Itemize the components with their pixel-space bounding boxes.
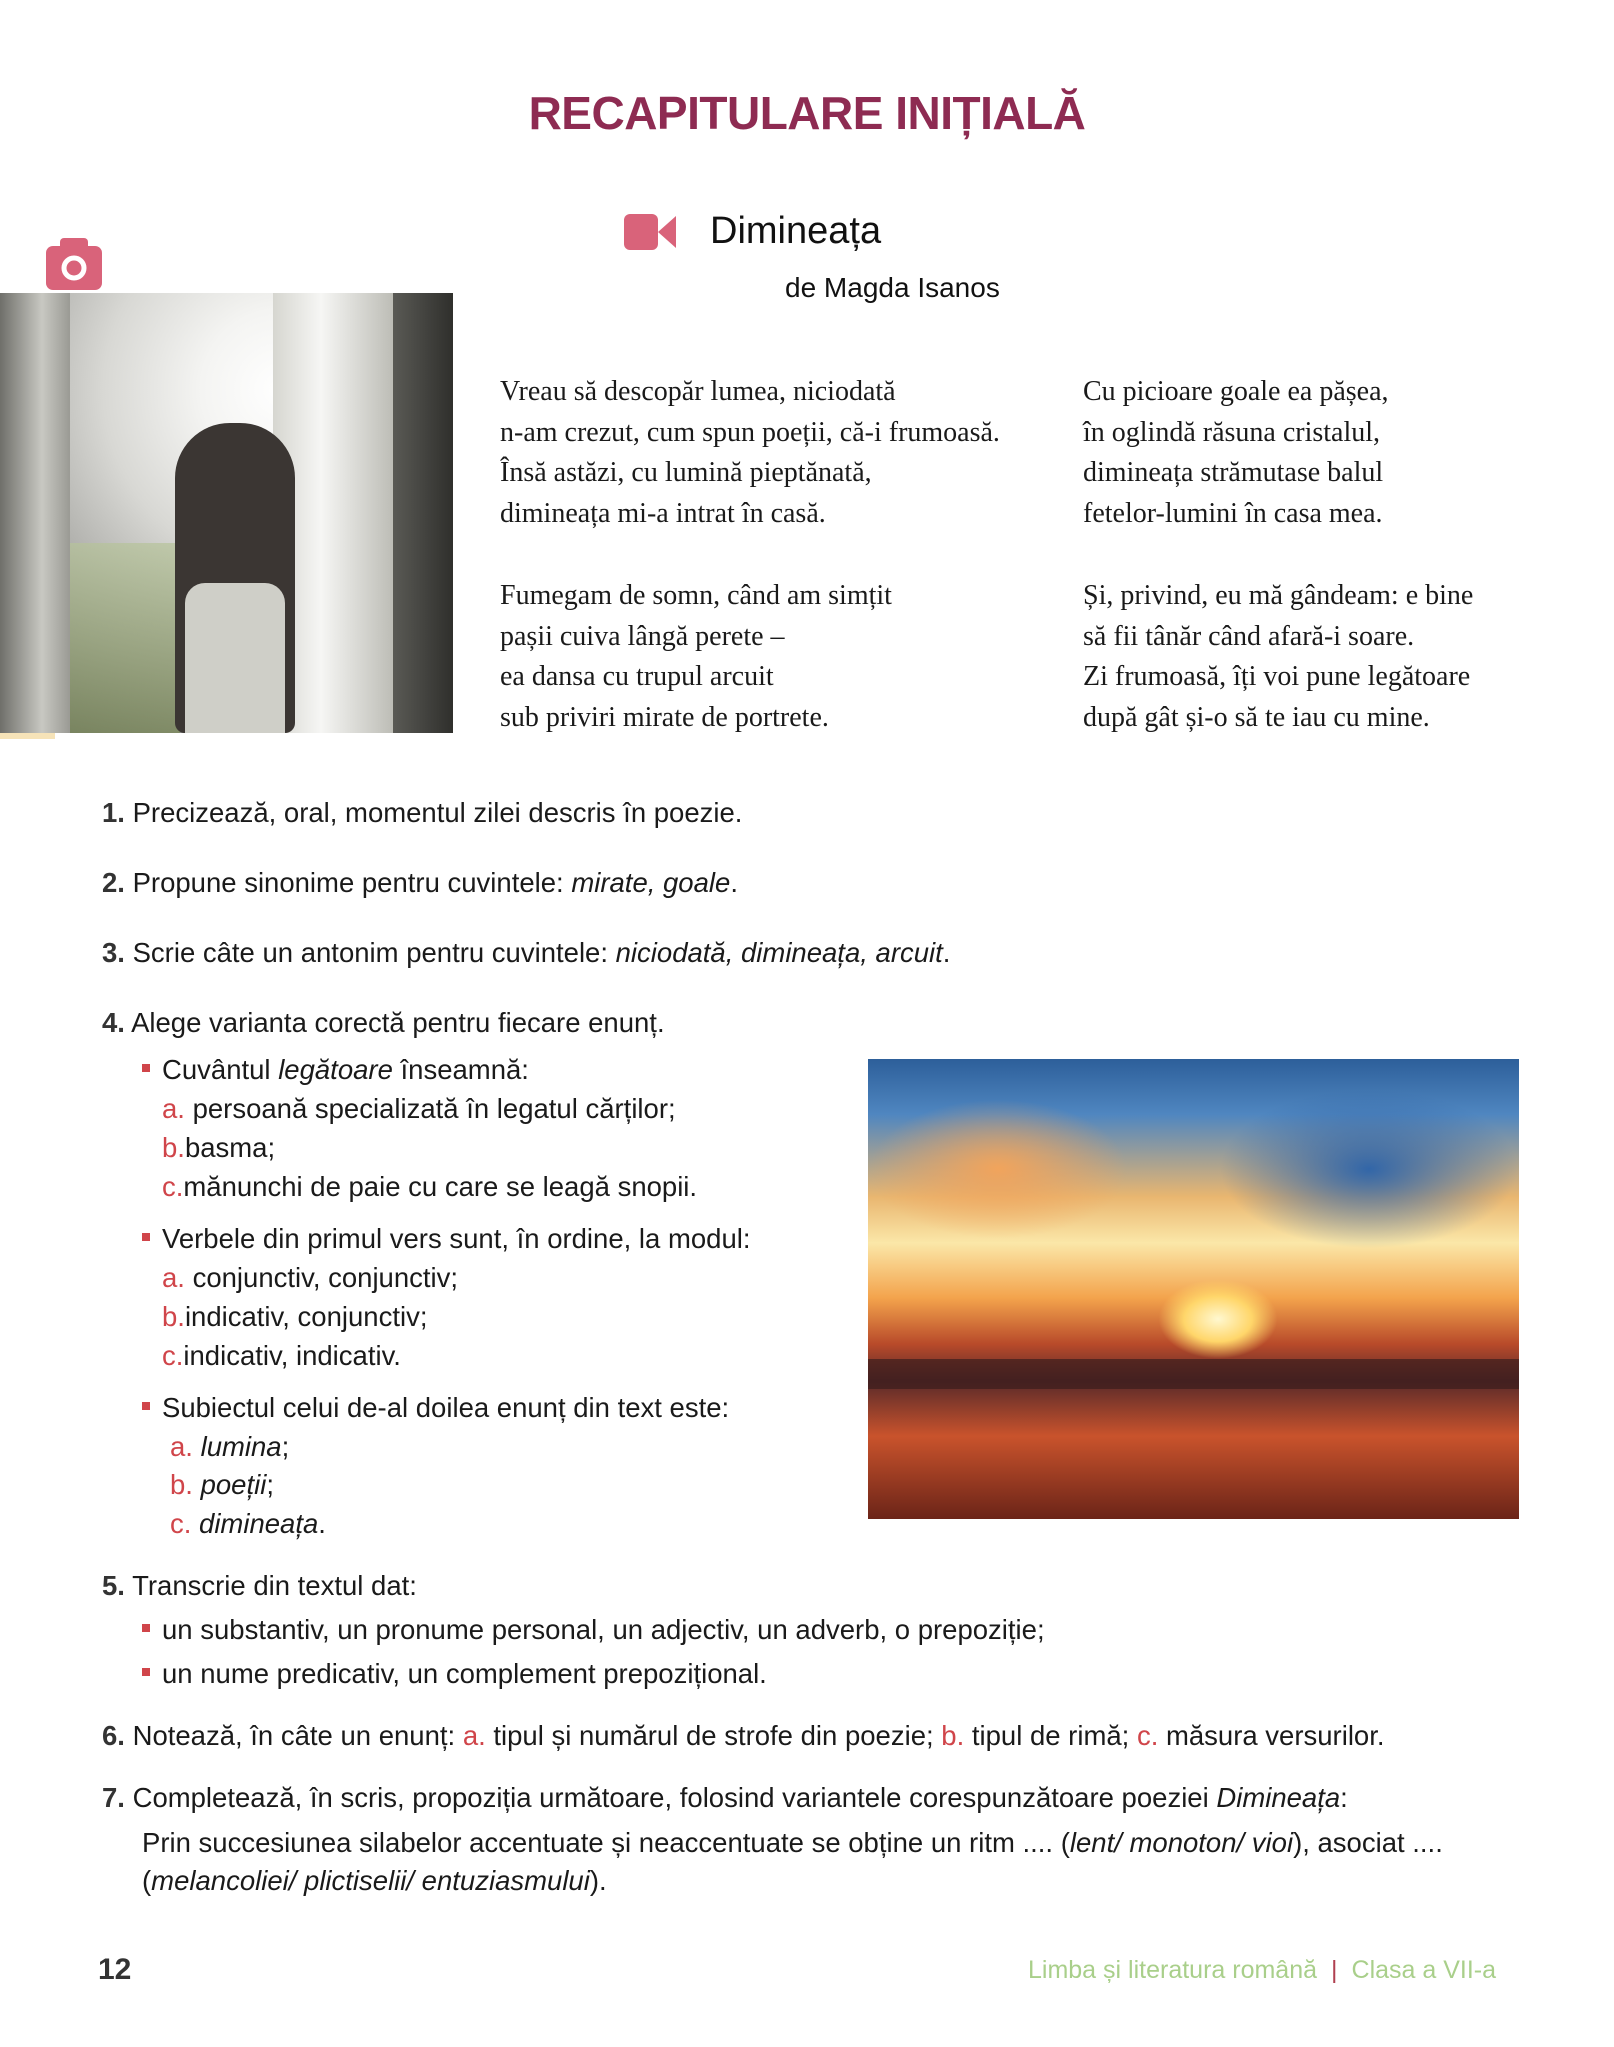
question-number: 1. xyxy=(102,797,125,828)
question-6 xyxy=(102,1720,1385,1752)
option-label: c. xyxy=(170,1508,192,1539)
option-a xyxy=(162,1262,458,1294)
question-number: 4. xyxy=(102,1007,125,1038)
text: ). xyxy=(589,1865,607,1896)
bullet-text: înseamnă: xyxy=(392,1054,529,1085)
option-label: c. xyxy=(162,1171,184,1202)
question-number: 5. xyxy=(102,1570,125,1601)
options-italic: lent/ monoton/ vioi xyxy=(1069,1827,1294,1858)
option-label: b. xyxy=(162,1132,185,1163)
poem-stanza-4 xyxy=(1083,576,1473,739)
question-number: 2. xyxy=(102,867,125,898)
question-7-line-3 xyxy=(142,1865,607,1897)
question-italic: Dimineața xyxy=(1216,1782,1341,1813)
sunset-painting xyxy=(868,1059,1519,1519)
option-text: basma; xyxy=(184,1132,276,1163)
bullet-text: Cuvântul xyxy=(162,1054,279,1085)
question-3 xyxy=(102,937,950,969)
woman-at-window-photo xyxy=(0,293,453,733)
option-text: indicativ, indicativ. xyxy=(183,1340,401,1371)
verse: dimineața strămutase balul xyxy=(1083,457,1384,489)
verse: pașii cuiva lângă perete – xyxy=(500,620,785,652)
poem-author: de Magda Isanos xyxy=(785,272,1000,303)
q5-bullet-1 xyxy=(142,1614,1045,1646)
bullet-text: un substantiv, un pronume personal, un adjectiv, un adverb, o prepoziție; xyxy=(162,1614,1045,1645)
bullet-text: Subiectul celui de-al doilea enunț din text este: xyxy=(162,1392,730,1423)
question-text: Propune sinonime pentru cuvintele: xyxy=(132,867,572,898)
question-2 xyxy=(102,867,738,899)
decorative-strip xyxy=(0,733,55,739)
question-text: Precizează, oral, momentul zilei descris în poezie. xyxy=(132,797,743,828)
bullet-icon xyxy=(142,1233,150,1241)
footer-book-info xyxy=(1028,1956,1496,1985)
option-text: dimineața xyxy=(199,1508,319,1539)
bullet-icon xyxy=(142,1402,150,1410)
option-label: b. xyxy=(162,1301,185,1332)
verse: sub priviri mirate de portrete. xyxy=(500,702,829,734)
punct: : xyxy=(1340,1782,1348,1813)
q5-bullet-2 xyxy=(142,1658,767,1690)
poem-stanza-2 xyxy=(500,576,892,739)
poem-stanza-1 xyxy=(500,372,1000,535)
question-italic: niciodată, dimineața, arcuit xyxy=(615,937,943,968)
option-label: c. xyxy=(162,1340,184,1371)
question-text: Alege varianta corectă pentru fiecare enunț. xyxy=(131,1007,665,1038)
option-b xyxy=(162,1132,275,1164)
q4-bullet-3 xyxy=(142,1392,729,1424)
verse: Însă astăzi, cu lumină pieptănată, xyxy=(500,457,872,489)
option-label: a. xyxy=(170,1431,193,1462)
bullet-icon xyxy=(142,1668,150,1676)
option-b xyxy=(162,1301,427,1333)
verse: ea dansa cu trupul arcuit xyxy=(500,661,774,693)
question-text: Notează, în câte un enunț: xyxy=(132,1720,463,1751)
option-text: persoană specializată în legatul cărților; xyxy=(192,1093,676,1124)
punct: . xyxy=(730,867,738,898)
punct: . xyxy=(942,937,951,968)
option-text: indicativ, conjunctiv; xyxy=(184,1301,428,1332)
punct: . xyxy=(318,1508,326,1539)
option-label: b. xyxy=(941,1720,965,1751)
option-label: a. xyxy=(462,1720,486,1751)
verse: Fumegam de somn, când am simțit xyxy=(500,580,892,611)
option-text: poeții xyxy=(200,1469,267,1500)
bullet-text: un nume predicativ, un complement prepozițional. xyxy=(162,1658,767,1689)
option-label: b. xyxy=(170,1469,193,1500)
punct: ; xyxy=(266,1469,274,1500)
verse: să fii tânăr când afară-i soare. xyxy=(1083,620,1415,652)
verse: n-am crezut, cum spun poeții, că-i frumoasă. xyxy=(500,416,1000,448)
option-text: tipul și numărul de strofe din poezie; xyxy=(493,1720,942,1751)
question-4 xyxy=(102,1007,665,1039)
option-label: a. xyxy=(162,1093,185,1124)
question-italic: mirate, goale xyxy=(571,867,731,898)
camera-icon xyxy=(46,238,102,290)
question-number: 6. xyxy=(102,1720,125,1751)
option-c xyxy=(162,1340,401,1372)
question-5 xyxy=(102,1570,417,1602)
poem-stanza-3 xyxy=(1083,372,1389,535)
verse: fetelor-lumini în casa mea. xyxy=(1083,498,1383,530)
verse: după gât și-o să te iau cu mine. xyxy=(1083,702,1430,734)
text: ( xyxy=(142,1865,152,1896)
option-label: a. xyxy=(162,1262,185,1293)
question-text: Completează, în scris, propoziția următoare, folosind variantele corespunzătoare poeziei xyxy=(132,1782,1217,1813)
verse: Și, privind, eu mă gândeam: e bine xyxy=(1083,580,1474,611)
footer-subject: Limba și literatura română xyxy=(1028,1956,1318,1984)
verse: Zi frumoasă, îți voi pune legătoare xyxy=(1083,661,1471,693)
question-7 xyxy=(102,1782,1348,1814)
question-text: Scrie câte un antonim pentru cuvintele: xyxy=(132,937,616,968)
bullet-icon xyxy=(142,1064,150,1072)
option-label: c. xyxy=(1136,1720,1159,1751)
question-number: 7. xyxy=(102,1782,125,1813)
bullet-text: Verbele din primul vers sunt, în ordine, la modul: xyxy=(162,1223,751,1254)
question-7-line-2 xyxy=(142,1827,1443,1859)
page-title: RECAPITULARE INIȚIALĂ xyxy=(528,87,1086,139)
verse: Vreau să descopăr lumea, niciodată xyxy=(500,376,896,407)
verse: dimineața mi-a intrat în casă. xyxy=(500,498,826,530)
verse: Cu picioare goale ea pășea, xyxy=(1083,376,1389,407)
poem-title: Dimineața xyxy=(710,210,882,252)
question-1 xyxy=(102,797,742,829)
text: ), asociat .... xyxy=(1293,1827,1443,1858)
bullet-icon xyxy=(142,1624,150,1632)
video-camera-icon xyxy=(624,214,676,250)
question-number: 3. xyxy=(102,937,125,968)
verse: în oglindă răsuna cristalul, xyxy=(1083,416,1381,448)
punct: ; xyxy=(281,1431,290,1462)
question-text: Transcrie din textul dat: xyxy=(132,1570,417,1601)
option-text: mănunchi de paie cu care se leagă snopii. xyxy=(183,1171,698,1202)
footer-separator: | xyxy=(1331,1956,1338,1984)
option-a xyxy=(162,1093,676,1125)
option-c xyxy=(162,1171,697,1203)
option-a xyxy=(170,1431,289,1463)
q4-bullet-1 xyxy=(142,1054,529,1086)
footer-grade: Clasa a VII-a xyxy=(1351,1956,1497,1984)
bullet-italic: legătoare xyxy=(278,1054,393,1085)
text: Prin succesiunea silabelor accentuate și neaccentuate se obține un ritm .... ( xyxy=(142,1827,1070,1858)
option-text: măsura versurilor. xyxy=(1165,1720,1385,1751)
options-italic: melancoliei/ plictiselii/ entuziasmului xyxy=(151,1865,590,1896)
option-b xyxy=(170,1469,274,1501)
option-c xyxy=(170,1508,326,1540)
page-number: 12 xyxy=(98,1953,132,1986)
q4-bullet-2 xyxy=(142,1223,751,1255)
option-text: lumina xyxy=(200,1431,282,1462)
option-text: tipul de rimă; xyxy=(971,1720,1137,1751)
option-text: conjunctiv, conjunctiv; xyxy=(192,1262,459,1293)
